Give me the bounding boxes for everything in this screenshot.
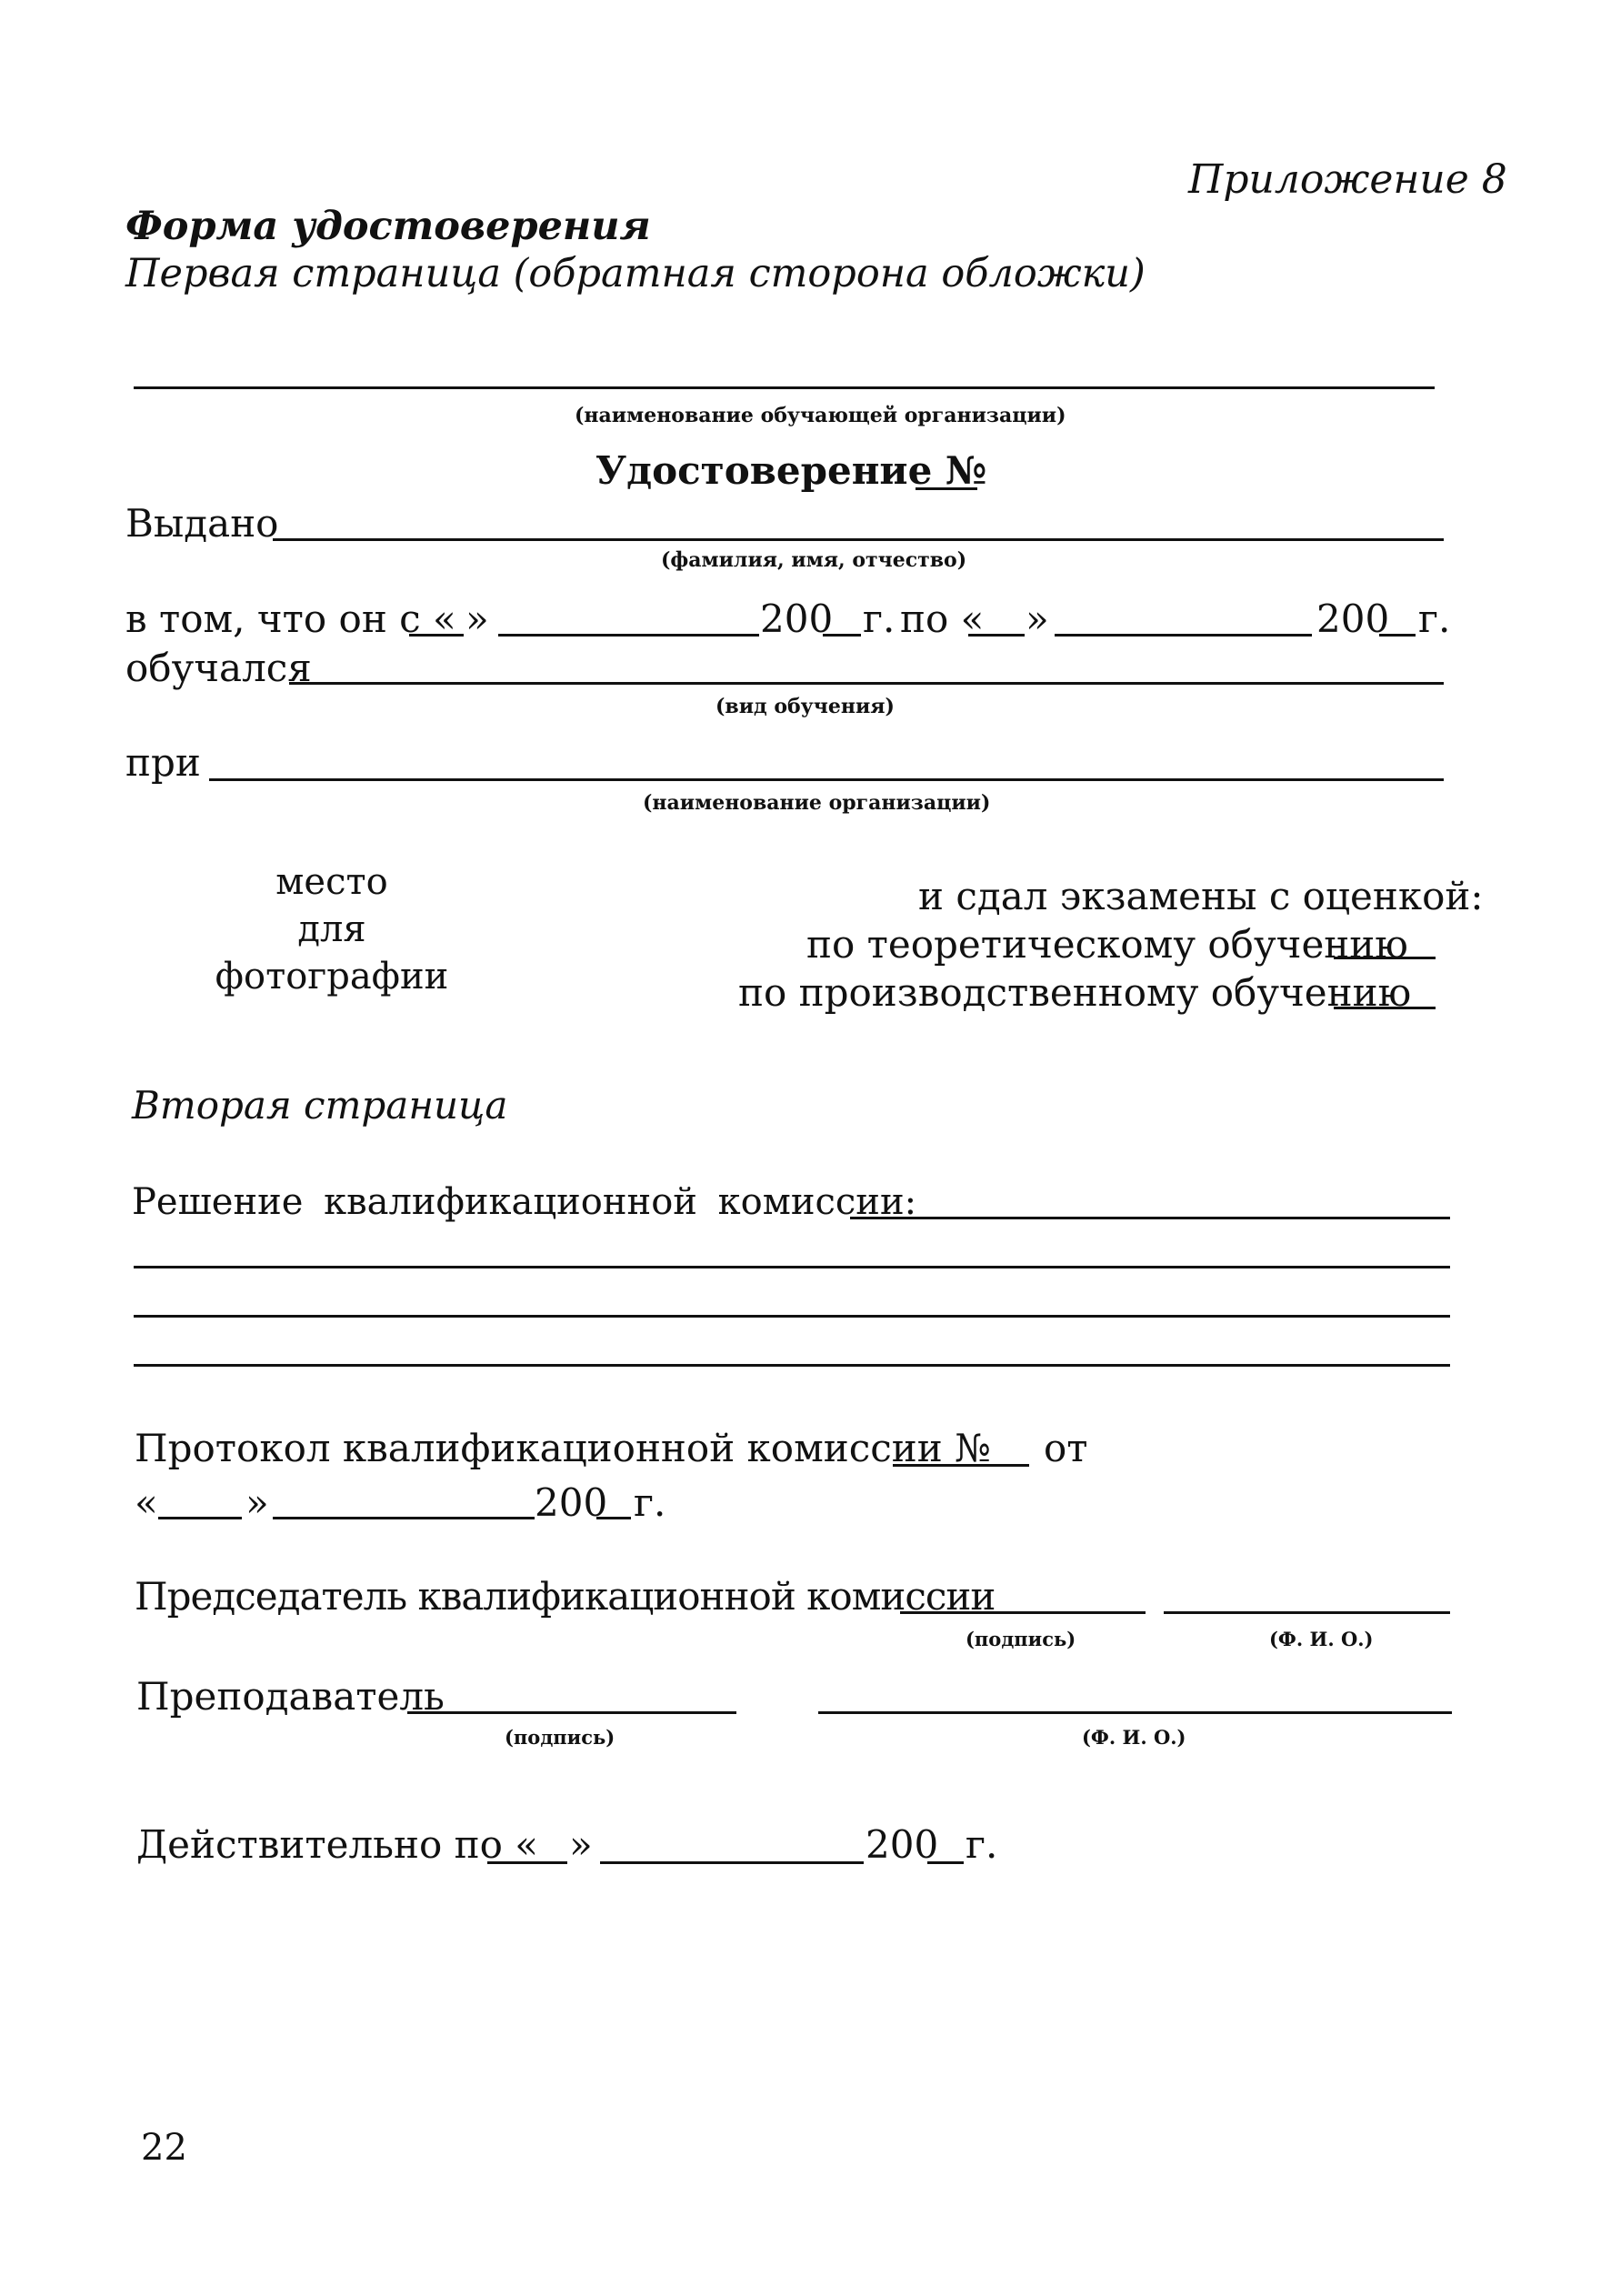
photo-line-2: для (297, 908, 366, 950)
chairman-signature-line (900, 1611, 1146, 1614)
studied-label: обучался (125, 646, 312, 690)
form-title: Форма удостоверения (125, 204, 651, 249)
start-year-line (823, 634, 861, 637)
photo-placeholder (182, 858, 482, 1000)
end-month-line (1055, 634, 1312, 637)
protocol-year-line (596, 1517, 631, 1519)
end-year-line (1379, 634, 1416, 637)
page2-heading: Вторая страница (132, 1083, 508, 1128)
end-quote-close: » (1026, 597, 1049, 641)
decision-label: Решение квалификационной комиссии: (132, 1181, 917, 1223)
protocol-year-prefix: 200 (535, 1480, 608, 1525)
teacher-signature-caption: (подпись) (505, 1726, 615, 1749)
start-year-prefix: 200 (760, 597, 834, 641)
exam-practice-grade-line (1334, 1007, 1436, 1009)
teacher-signature-line (407, 1711, 736, 1714)
valid-quote-close: » (569, 1822, 593, 1867)
valid-label: Действительно по « (136, 1822, 538, 1867)
protocol-year-suffix: г. (634, 1480, 666, 1525)
valid-year-suffix: г. (966, 1822, 998, 1867)
start-day-line (409, 634, 464, 637)
study-type-line (289, 682, 1444, 685)
at-label: при (125, 740, 201, 785)
chairman-fio-caption: (Ф. И. О.) (1269, 1628, 1374, 1650)
period-prefix: в том, что он с « (125, 597, 456, 641)
protocol-quote-close: » (245, 1480, 269, 1525)
end-year-prefix: 200 (1316, 597, 1390, 641)
end-day-line (968, 634, 1025, 637)
protocol-month-line (273, 1517, 535, 1519)
decision-line-1 (850, 1217, 1450, 1219)
valid-year-line (927, 1861, 964, 1864)
exam-practice-label: по производственному обучению (738, 970, 1412, 1015)
exams-title: и сдал экзамены с оценкой: (918, 874, 1484, 918)
teacher-fio-caption: (Ф. И. О.) (1082, 1726, 1186, 1749)
chairman-signature-caption: (подпись) (966, 1628, 1076, 1650)
exam-theory-label: по теоретическому обучению (806, 922, 1408, 967)
valid-day-line (487, 1861, 567, 1864)
org-caption: (наименование обучающей организации) (575, 404, 1066, 427)
issued-label: Выдано (125, 501, 279, 546)
certificate-title: Удостоверение № (595, 448, 987, 493)
to-label: по « (900, 597, 985, 641)
teacher-label: Преподаватель (136, 1674, 445, 1719)
chairman-label: Председатель квалификационной комиссии (135, 1574, 996, 1619)
study-caption: (вид обучения) (715, 695, 895, 718)
decision-line-4 (134, 1364, 1450, 1367)
photo-line-3: фотографии (215, 956, 449, 998)
start-month-line (498, 634, 759, 637)
protocol-day-line (158, 1517, 242, 1519)
organization-line (209, 778, 1444, 781)
form-subtitle: Первая страница (обратная сторона обложки) (125, 251, 1146, 296)
decision-line-2 (134, 1266, 1450, 1268)
page-number: 22 (141, 2127, 187, 2169)
valid-year-prefix: 200 (866, 1822, 939, 1867)
start-quote-close: » (465, 597, 489, 641)
exam-theory-grade-line (1334, 957, 1436, 959)
protocol-number-line (893, 1464, 1029, 1467)
org-name-line (134, 386, 1435, 389)
from-label: от (1044, 1426, 1088, 1470)
photo-line-1: место (275, 861, 388, 903)
appendix-number: Приложение 8 (1188, 156, 1507, 203)
name-caption: (фамилия, имя, отчество) (661, 548, 967, 572)
certificate-number-line (916, 487, 977, 490)
chairman-fio-line (1164, 1611, 1450, 1614)
org2-caption: (наименование организации) (643, 791, 991, 815)
protocol-label: Протокол квалификационной комиссии № (135, 1426, 991, 1470)
start-year-suffix: г. (863, 597, 896, 641)
end-year-suffix: г. (1418, 597, 1451, 641)
teacher-fio-line (818, 1711, 1452, 1714)
issued-name-line (273, 538, 1444, 541)
valid-month-line (600, 1861, 864, 1864)
decision-line-3 (134, 1315, 1450, 1318)
protocol-quote-open: « (135, 1480, 158, 1525)
